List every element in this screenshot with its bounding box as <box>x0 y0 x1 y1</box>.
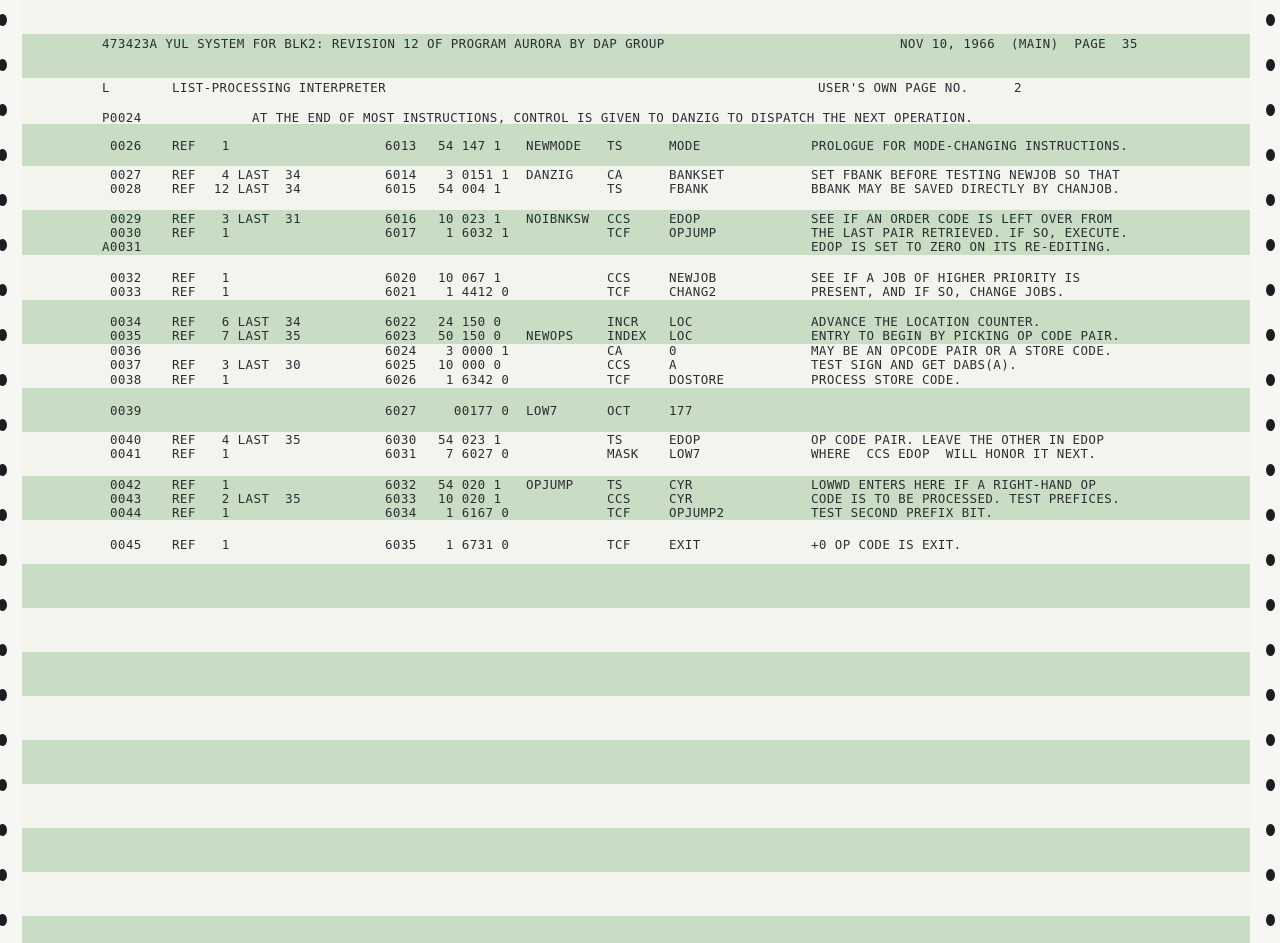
line-number: 0032 <box>110 270 142 285</box>
comment: OP CODE PAIR. LEAVE THE OTHER IN EDOP <box>811 432 1105 447</box>
ref-count: 1 <box>198 537 230 552</box>
opcode: CCS <box>607 270 631 285</box>
line-number: 0035 <box>110 328 142 343</box>
ref-marker: REF <box>172 477 196 492</box>
feed-hole <box>1266 194 1275 206</box>
comment: SEE IF A JOB OF HIGHER PRIORITY IS <box>811 270 1081 285</box>
feed-hole <box>1266 644 1275 656</box>
operand: BANKSET <box>669 167 725 182</box>
operand: NEWJOB <box>669 270 717 285</box>
ref-count: 1 <box>198 477 230 492</box>
opcode: TS <box>607 432 623 447</box>
ref-count: 4 LAST 35 <box>198 432 302 447</box>
address: 6033 <box>385 491 417 506</box>
ref-marker: REF <box>172 314 196 329</box>
ref-count: 1 <box>198 225 230 240</box>
operand: LOW7 <box>669 446 701 461</box>
ref-count: 1 <box>198 372 230 387</box>
ref-count: 7 LAST 35 <box>198 328 302 343</box>
symbol-label: OPJUMP <box>526 477 574 492</box>
greenbar-band <box>22 828 1250 872</box>
ref-marker: REF <box>172 446 196 461</box>
operand: LOC <box>669 328 693 343</box>
line-number: 0041 <box>110 446 142 461</box>
address: 6026 <box>385 372 417 387</box>
operand: LOC <box>669 314 693 329</box>
octal-code: 24 150 0 <box>438 314 502 329</box>
feed-hole <box>1266 689 1275 701</box>
line-number: A0031 <box>102 239 142 254</box>
ref-marker: REF <box>172 372 196 387</box>
section-title: LIST-PROCESSING INTERPRETER <box>172 80 386 95</box>
greenbar-band <box>22 564 1250 608</box>
feed-hole <box>1266 149 1275 161</box>
octal-code: 1 6731 0 <box>438 537 510 552</box>
symbol-label: NEWOPS <box>526 328 574 343</box>
ref-count: 1 <box>198 284 230 299</box>
opcode: MASK <box>607 446 639 461</box>
octal-code: 1 6167 0 <box>438 505 510 520</box>
feed-hole <box>1266 239 1275 251</box>
address: 6032 <box>385 477 417 492</box>
octal-code: 1 6342 0 <box>438 372 510 387</box>
greenbar-band <box>22 652 1250 696</box>
header-title: 473423A YUL SYSTEM FOR BLK2: REVISION 12 OF PROGRAM AURORA BY DAP GROUP <box>102 36 665 51</box>
operand: CHANG2 <box>669 284 717 299</box>
opcode: INDEX <box>607 328 647 343</box>
remark-line-number: P0024 <box>102 110 142 125</box>
comment: WHERE CCS EDOP WILL HONOR IT NEXT. <box>811 446 1097 461</box>
address: 6022 <box>385 314 417 329</box>
octal-code: 10 020 1 <box>438 491 502 506</box>
feed-hole <box>1266 374 1275 386</box>
ref-marker: REF <box>172 357 196 372</box>
comment: TEST SECOND PREFIX BIT. <box>811 505 994 520</box>
greenbar-band <box>22 740 1250 784</box>
ref-marker: REF <box>172 138 196 153</box>
line-number: 0043 <box>110 491 142 506</box>
opcode: TCF <box>607 225 631 240</box>
comment: PROLOGUE FOR MODE-CHANGING INSTRUCTIONS. <box>811 138 1129 153</box>
feed-hole <box>1266 329 1275 341</box>
address: 6025 <box>385 357 417 372</box>
line-number: 0034 <box>110 314 142 329</box>
octal-code: 1 4412 0 <box>438 284 510 299</box>
octal-code: 10 000 0 <box>438 357 502 372</box>
ref-count: 12 LAST 34 <box>198 181 302 196</box>
line-number: 0036 <box>110 343 142 358</box>
opcode: CA <box>607 343 623 358</box>
opcode: TCF <box>607 505 631 520</box>
user-page-number: 2 <box>1014 80 1022 95</box>
operand: DOSTORE <box>669 372 725 387</box>
line-number: 0033 <box>110 284 142 299</box>
symbol-label: DANZIG <box>526 167 574 182</box>
octal-code: 7 6027 0 <box>438 446 510 461</box>
ref-count: 6 LAST 34 <box>198 314 302 329</box>
comment: SEE IF AN ORDER CODE IS LEFT OVER FROM <box>811 211 1113 226</box>
opcode: TCF <box>607 372 631 387</box>
operand: OPJUMP <box>669 225 717 240</box>
line-number: 0037 <box>110 357 142 372</box>
line-number: 0044 <box>110 505 142 520</box>
octal-code: 00177 0 <box>438 403 510 418</box>
address: 6024 <box>385 343 417 358</box>
operand: A <box>669 357 677 372</box>
operand: CYR <box>669 491 693 506</box>
address: 6023 <box>385 328 417 343</box>
feed-hole <box>1266 914 1275 926</box>
ref-marker: REF <box>172 270 196 285</box>
comment: BBANK MAY BE SAVED DIRECTLY BY CHANJOB. <box>811 181 1121 196</box>
address: 6014 <box>385 167 417 182</box>
feed-hole <box>1266 599 1275 611</box>
comment: ENTRY TO BEGIN BY PICKING OP CODE PAIR. <box>811 328 1121 343</box>
ref-count: 2 LAST 35 <box>198 491 302 506</box>
address: 6035 <box>385 537 417 552</box>
ref-marker: REF <box>172 432 196 447</box>
ref-marker: REF <box>172 505 196 520</box>
ref-marker: REF <box>172 181 196 196</box>
octal-code: 3 0151 1 <box>438 167 510 182</box>
address: 6031 <box>385 446 417 461</box>
feed-hole <box>1266 284 1275 296</box>
feed-hole <box>1266 824 1275 836</box>
octal-code: 10 023 1 <box>438 211 502 226</box>
line-number: 0042 <box>110 477 142 492</box>
octal-code: 1 6032 1 <box>438 225 510 240</box>
comment: LOWWD ENTERS HERE IF A RIGHT-HAND OP <box>811 477 1097 492</box>
ref-marker: REF <box>172 167 196 182</box>
line-number: 0040 <box>110 432 142 447</box>
address: 6020 <box>385 270 417 285</box>
address: 6021 <box>385 284 417 299</box>
ref-marker: REF <box>172 537 196 552</box>
user-page-label: USER'S OWN PAGE NO. <box>818 80 969 95</box>
ref-marker: REF <box>172 491 196 506</box>
ref-marker: REF <box>172 328 196 343</box>
comment: PRESENT, AND IF SO, CHANGE JOBS. <box>811 284 1065 299</box>
ref-count: 3 LAST 30 <box>198 357 302 372</box>
symbol-label: NEWMODE <box>526 138 582 153</box>
line-number: 0030 <box>110 225 142 240</box>
octal-code: 54 023 1 <box>438 432 502 447</box>
line-number: 0029 <box>110 211 142 226</box>
feed-hole <box>1266 734 1275 746</box>
feed-hole <box>1266 779 1275 791</box>
opcode: TS <box>607 477 623 492</box>
comment: ADVANCE THE LOCATION COUNTER. <box>811 314 1041 329</box>
ref-marker: REF <box>172 211 196 226</box>
feed-hole <box>1266 59 1275 71</box>
line-number: 0045 <box>110 537 142 552</box>
opcode: CCS <box>607 357 631 372</box>
ref-count: 1 <box>198 446 230 461</box>
tractor-margin-right <box>1250 0 1280 943</box>
comment: +0 OP CODE IS EXIT. <box>811 537 962 552</box>
operand: EDOP <box>669 211 701 226</box>
operand: MODE <box>669 138 701 153</box>
operand: OPJUMP2 <box>669 505 725 520</box>
line-number: 0026 <box>110 138 142 153</box>
line-number: 0039 <box>110 403 142 418</box>
operand: 177 <box>669 403 693 418</box>
feed-hole <box>1266 14 1275 26</box>
comment: SET FBANK BEFORE TESTING NEWJOB SO THAT <box>811 167 1121 182</box>
comment: EDOP IS SET TO ZERO ON ITS RE-EDITING. <box>811 239 1113 254</box>
ref-count: 1 <box>198 270 230 285</box>
opcode: CA <box>607 167 623 182</box>
ref-count: 3 LAST 31 <box>198 211 302 226</box>
opcode: INCR <box>607 314 639 329</box>
ref-count: 1 <box>198 138 230 153</box>
line-number: 0027 <box>110 167 142 182</box>
opcode: OCT <box>607 403 631 418</box>
comment: TEST SIGN AND GET DABS(A). <box>811 357 1018 372</box>
operand: EXIT <box>669 537 701 552</box>
line-number: 0038 <box>110 372 142 387</box>
opcode: TCF <box>607 284 631 299</box>
opcode: CCS <box>607 211 631 226</box>
line-number: 0028 <box>110 181 142 196</box>
operand: 0 <box>669 343 677 358</box>
octal-code: 54 147 1 <box>438 138 502 153</box>
operand: CYR <box>669 477 693 492</box>
ref-marker: REF <box>172 284 196 299</box>
ref-count: 1 <box>198 505 230 520</box>
listing-mark: L <box>102 80 110 95</box>
octal-code: 10 067 1 <box>438 270 502 285</box>
header-date-page: NOV 10, 1966 (MAIN) PAGE 35 <box>900 36 1138 51</box>
greenbar-band <box>22 916 1250 943</box>
address: 6034 <box>385 505 417 520</box>
octal-code: 3 0000 1 <box>438 343 510 358</box>
greenbar-band <box>22 388 1250 432</box>
remark-text: AT THE END OF MOST INSTRUCTIONS, CONTROL IS GIVEN TO DANZIG TO DISPATCH THE NEXT OPERATION. <box>252 110 974 125</box>
comment: THE LAST PAIR RETRIEVED. IF SO, EXECUTE. <box>811 225 1129 240</box>
comment: PROCESS STORE CODE. <box>811 372 962 387</box>
opcode: TS <box>607 181 623 196</box>
address: 6015 <box>385 181 417 196</box>
feed-hole <box>1266 104 1275 116</box>
symbol-label: NOIBNKSW <box>526 211 590 226</box>
feed-hole <box>1266 464 1275 476</box>
address: 6027 <box>385 403 417 418</box>
ref-marker: REF <box>172 225 196 240</box>
comment: CODE IS TO BE PROCESSED. TEST PREFICES. <box>811 491 1121 506</box>
address: 6017 <box>385 225 417 240</box>
opcode: TCF <box>607 537 631 552</box>
octal-code: 54 004 1 <box>438 181 502 196</box>
feed-hole <box>1266 869 1275 881</box>
operand: FBANK <box>669 181 709 196</box>
address: 6016 <box>385 211 417 226</box>
symbol-label: LOW7 <box>526 403 558 418</box>
address: 6030 <box>385 432 417 447</box>
address: 6013 <box>385 138 417 153</box>
opcode: TS <box>607 138 623 153</box>
feed-hole <box>1266 419 1275 431</box>
feed-hole <box>1266 509 1275 521</box>
operand: EDOP <box>669 432 701 447</box>
opcode: CCS <box>607 491 631 506</box>
ref-count: 4 LAST 34 <box>198 167 302 182</box>
octal-code: 54 020 1 <box>438 477 502 492</box>
feed-hole <box>1266 554 1275 566</box>
comment: MAY BE AN OPCODE PAIR OR A STORE CODE. <box>811 343 1113 358</box>
octal-code: 50 150 0 <box>438 328 502 343</box>
